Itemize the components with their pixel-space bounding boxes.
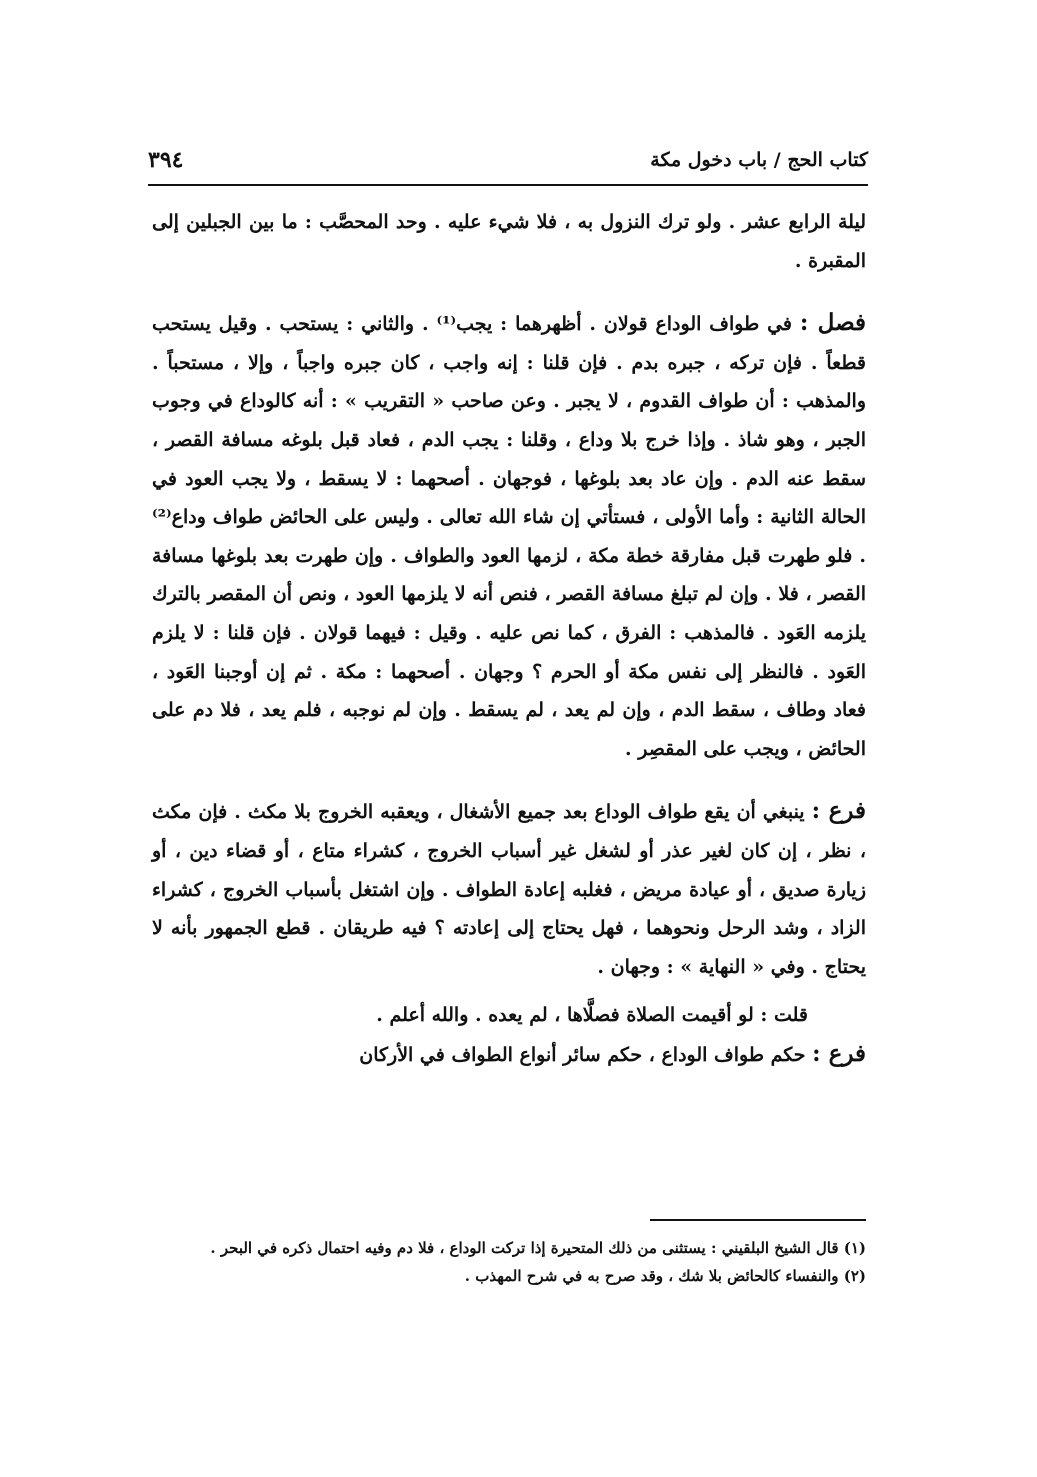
main-text xyxy=(152,203,866,1074)
header-divider xyxy=(148,184,868,186)
footnote-divider xyxy=(650,1219,866,1221)
page-number: ٣٩٤ xyxy=(148,147,184,173)
page-header xyxy=(148,138,868,182)
footnote-2: (٢) والنفساء كالحائض بلا شك ، وقد صرح به في شرح المهذب . xyxy=(464,1267,866,1285)
footnote-1: (١) قال الشيخ البلقيني : يستثنى من ذلك المتحيرة إذا تركت الوداع ، فلا دم وفيه احتمال ذكره في البحر . xyxy=(210,1239,866,1257)
section-lead-far: فرع : xyxy=(811,797,866,825)
paragraph-5: فرع : حكم طواف الوداع ، حكم سائر أنواع الطواف في الأركان xyxy=(359,1039,866,1067)
paragraph-1: ليلة الرابع عشر . ولو ترك النزول به ، فلا شيء عليه . وحد المحصَّب : ما بين الجبلين إلى المقبرة . xyxy=(152,211,866,272)
paragraph-4-note: قلت : لو أقيمت الصلاة فصلَّاها ، لم يعده . والله أعلم . xyxy=(376,1004,808,1027)
running-title: كتاب الحج / باب دخول مكة xyxy=(650,149,868,171)
paragraph-3: فرع : ينبغي أن يقع طواف الوداع بعد جميع الأشغال ، ويعقبه الخروج بلا مكث . فإن مكث ، نظر ، إن كان لغير عذر أو لشغل غير أسباب الخروج ، كشراء متاع ، أو قضاء دين ، أو زيارة صديق ، أو عيادة مريض ، فغلبه إعادة الطواف . وإن اشتغل بأسباب الخروج ، كشراء الزاد ، وشد الرحل ونحوهما ، فهل يحتاج إلى إعادته ؟ فيه طريقان . قطع الجمهور بأنه لا يحتاج . وفي « النهاية » : وجهان . xyxy=(152,797,866,978)
section-lead-fasl: فصل : xyxy=(799,309,867,337)
section-lead-far-2: فرع : xyxy=(812,1039,866,1067)
paragraph-2: فصل : في طواف الوداع قولان . أظهرهما : يجب⁽¹⁾ . والثاني : يستحب . وقيل يستحب قطعاً . فإن تركه ، جبره بدم . فإن قلنا : إنه واجب ، كان جبره واجباً ، وإلا ، مستحباً . والمذهب : أن طواف القدوم ، لا يجبر . وعن صاحب « التقريب » : أنه كالوداع في وجوب الجبر ، وهو شاذ . وإذا خرج بلا وداع ، وقلنا : يجب الدم ، فعاد قبل بلوغه مسافة القصر ، سقط عنه الدم . وإن عاد بعد بلوغها ، فوجهان . أصحهما : لا يسقط ، ولا يجب العود في الحالة الثانية : وأما الأولى ، فستأتي إن شاء الله تعالى . وليس على الحائض طواف وداع⁽²⁾ . فلو طهرت قبل مفارقة خطة مكة ، لزمها العود والطواف . وإن طهرت بعد بلوغها مسافة القصر ، فلا . وإن لم تبلغ مسافة القصر ، فنص أنه لا يلزمها العود ، ونص أن المقصر بالترك يلزمه العَود . فالمذهب : الفرق ، كما نص عليه . وقيل : فيهما قولان . فإن قلنا : لا يلزم العَود . فالنظر إلى نفس مكة أو الحرم ؟ وجهان . أصحهما : مكة . ثم إن أوجبنا العَود ، فعاد وطاف ، سقط الدم ، وإن لم يعد ، لم يسقط . وإن لم نوجبه ، فلم يعد ، فلا دم على الحائض ، ويجب على المقصِر . xyxy=(152,309,867,760)
footnotes xyxy=(152,1234,866,1290)
